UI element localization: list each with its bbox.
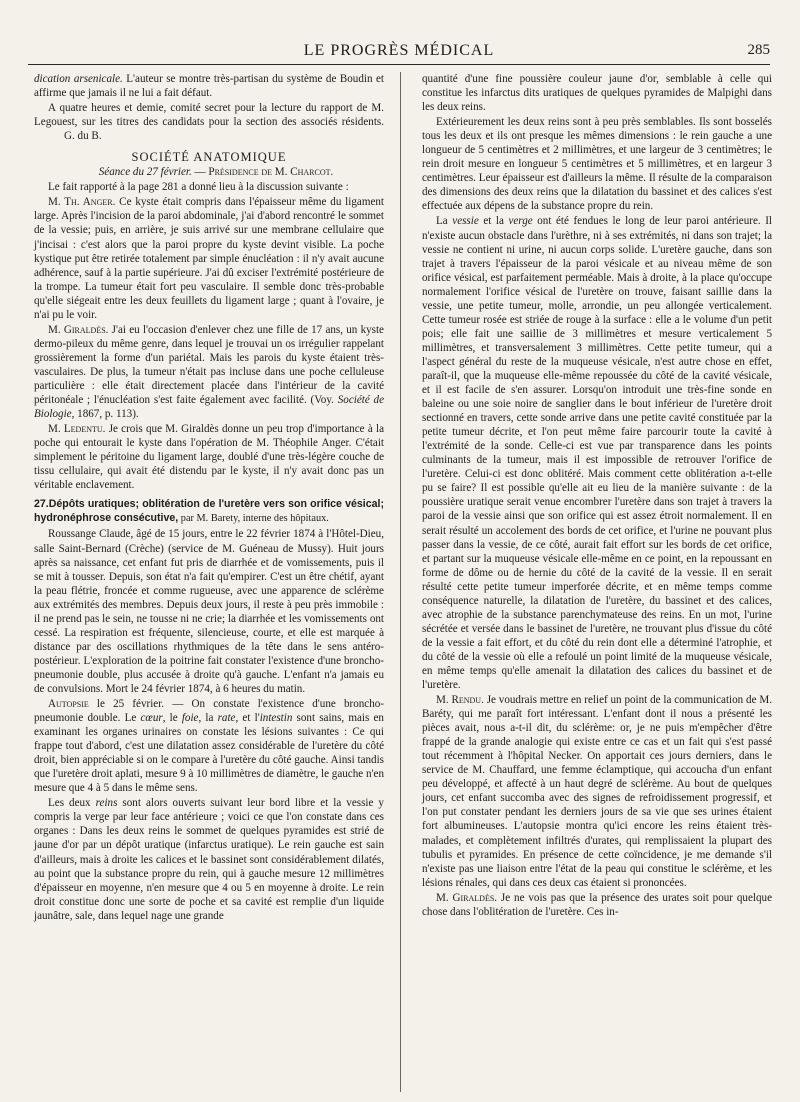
section-title: SOCIÉTÉ ANATOMIQUE <box>131 150 287 165</box>
paragraph-continuation: quantité d'une fine poussière couleur jaune d'or, semblable à celle qui constitue les infarctus dits uratiques de quelques pyramides de Malpighi dans les deux reins. <box>422 73 772 114</box>
paragraph-giraldes-2: M. Giraldès. Je ne vois pas que la présence des urates soit pour quelque chose dans l'oblitération de l'uretère. Ces in- <box>422 891 772 918</box>
article-number: 27. <box>34 498 49 511</box>
article-heading <box>34 497 384 526</box>
paragraph-arsenicale: dication arsenicale. L'auteur se montre très-partisan du système de Boudin et affirme que jamais il ne lui a fait défaut. <box>34 73 384 100</box>
italic-term: dication arsenicale. <box>34 73 123 85</box>
article-title: Dépôts uratiques; oblitération de l'uretère vers son orifice vésical; hydronéphrose consécutive, <box>34 498 384 525</box>
speaker-name: M. Ledentu. <box>48 423 106 436</box>
paragraph-giraldes: M. Giraldès. J'ai eu l'occasion d'enlever chez une fille de 17 ans, un kyste dermo-pileux du même genre, dans lequel je trouvai un os irrégulier rappelant grossièrement la forme d'un pariétal. Mais les parois du kyste étaient très-vasculaires. De plus, la tumeur n'était pas incluse dans une poche celluleuse particulière : elle était directement placée dans l'intérieur de la cavité péritonéale ; l'énucléation s'est faite également avec facilité. (Voy. Société de Biologie, 1867, p. 113). <box>34 323 384 421</box>
signature: G. du B. <box>64 130 102 143</box>
paragraph-reins: Les deux reins sont alors ouverts suivant leur bord libre et la vessie y compris la verge par leur face antérieure ; voici ce que l'on constate dans ces organes : Dans les deux reins le sommet de quelques pyramides est strié de jaune d'or par un dépôt uratique (infarctus uratique). Le rein gauche est sain d'ailleurs, mais à droite les calices et le bassinet sont considérablement dilatés, au point que la substance propre du rein, qui à gauche mesure 12 millimètres d'épaisseur en moyenne, n'en mesure que 4 ou 5 en moyenne à droite. Le rein droit constitue donc une sorte de poche et sa cavité est remplie d'un liquide jaunâtre, sale, dans lequel nage une grande <box>34 797 384 922</box>
speaker-name: M. Th. Anger. <box>48 196 116 209</box>
page-header <box>28 40 770 65</box>
speaker-name: M. Rendu. <box>436 694 484 707</box>
speaker-name: M. Giraldès. <box>48 323 109 336</box>
paragraph-vessie: La vessie et la verge ont été fendues le long de leur paroi antérieure. Il n'existe aucun obstacle dans l'urèthre, ni à ses extrémités, ni dans son trajet; la vessie ne contient ni urine, ni aucun corps solide. L'uretère gauche, dans son trajet à travers l'épaisseur de la paroi vésicale et au niveau même de son orifice vésical, est parfaitement perméable. Mais à droite, à la place qu'occupe normalement l'orifice vésical de l'uretère on trouve, faisant saillie dans la vessie, une petite tumeur, molle, arrondie, un peu allongée verticalement. Cette tumeur rosée est striée de rouge à la surface : elle a le volume d'un petit pois; elle fait une saillie de 3 millimètres et mesure verticalement 5 millimètres, et transversalement 3 millimètres. Cette petite tumeur, qui a l'aspect général du reste de la muqueuse vésicale, n'est autre chose en effet, paraît-il, que la muqueuse elle-même repoussée du côté de la cavité vésicale, et il est facile de s'en assurer. Lorsqu'on introduit une très-fine sonde en baleine ou une soie noire de sanglier dans le bout inférieur de l'uretère droit sectionné en travers, cette sonde arrive dans une petite cavité constituée par la petite tumeur décrite, et l'on peut même faire parcourir toute la cavité à l'extrémité de la sonde. Celle-ci est vue par transparence dans les points culminants de la tumeur, mais il est impossible de retrouver l'orifice de l'uretère. Celui-ci est donc oblitéré. Mais comment cette oblitération a-t-elle pu se faire? Il est possible qu'elle ait eu lieu de la manière suivante : de la poussière uratique serait venue encombrer l'uretère dans son trajet à travers la paroi de la vessie ainsi que son orifice qui est assez étroit normalement. Il en serait résulté un accolement des bords de cet orifice, et l'urine ne pouvant plus passer dans la vessie, de ce côté, aurait fait effort sur les bords de cet orifice, et partant sur la muqueuse vésicale elle-même en ce point, en la repoussant en forme de dôme ou de hernie du côté de la cavité de la vessie. Il en serait résulté cette petite tumeur imperforée décrite, et en même temps comme conséquence naturelle, la dilatation de l'uretère, du bassinet et des calices, avec atrophie de la substance parenchymateuse des reins. En un mot, l'urine sécrétée et versée dans le bassinet de l'uretère, ne trouvant plus d'issue du côté de la vessie a fait effort, et du côté du rein dont elle a déterminé l'atrophie, et du côté de la vessie où elle a refoulé un point limité de la muqueuse vésicale, en même temps qu'elle amenait la dilatation des calices du bassinet et de l'uretère. <box>422 215 772 692</box>
paragraph-anger: M. Th. Anger. Ce kyste était compris dans l'épaisseur même du ligament large. Après l'incision de la paroi abdominale, j'ai d'abord rencontré le sommet de la vessie; puis, en arrière, je suis arrivé sur une membrane cellulaire que j'incisai : c'est alors que la paroi propre du kyste devint visible. La poche kystique put être retirée totalement par simple énucléation : il n'y avait aucune adhérence, sauf à la partie supérieure. J'ai dû exciser l'extrémité postérieure de la trompe. La tumeur était fort peu vasculaire. Il semble donc très-probable qu'elle siégeait entre les deux feuillets du ligament large ; quant à l'ovaire, je n'ai pu le voir. <box>34 196 385 321</box>
right-column <box>422 72 772 920</box>
paragraph-autopsie: Autopsie le 25 février. — On constate l'existence d'une broncho-pneumonie double. Le cœur, le foie, la rate, et l'intestin sont sains, mais en examinant les organes urinaires on constate les lésions suivantes : Ce qui frappe tout d'abord, c'est une dilatation assez considérable de l'uretère du côté droit, bien appréciable si on le compare à l'uretère du côté gauche. Ainsi tandis que l'uretère droit aplati, mesure 9 à 10 millimètres de diamètre, le gauche n'en mesure que 4 à 5 dans le même sens. <box>34 698 384 795</box>
left-column <box>34 72 384 924</box>
column-divider <box>400 72 401 1092</box>
paragraph-ledentu: M. Ledentu. Je crois que M. Giraldès donne un peu trop d'importance à la poche qui entourait le kyste dans l'opération de M. Théophile Anger. C'était simplement le péritoine du ligament large, doublé d'une très-légère couche de tissu cellulaire, qui avait été distendu par le kyste, il n'y avait donc pas un véritable enclavement. <box>34 423 385 492</box>
page-number: 285 <box>747 42 770 58</box>
paragraph-intro: Le fait rapporté à la page 281 a donné lieu à la discussion suivante : <box>48 181 349 194</box>
speaker-name: M. Giraldès. <box>436 891 498 904</box>
paragraph-rendu: M. Rendu. Je voudrais mettre en relief un point de la communication de M. Baréty, qui me paraît fort intéressant. L'enfant dont il nous a présenté les pièces avait, nous a-t-il dit, du sclérème: or, je ne puis m'empêcher d'être frappé de la grande analogie qui existe entre ce cas et un fait qui s'est passé tout récemment à l'hôpital Necker. On apportait ces jours derniers, dans le service de M. Chauffard, une femme éclamptique, qui accoucha d'un enfant peu développé, et affecté à un haut degré de sclérème. Au bout de quelques jours, cet enfant succomba avec des signes de refroidissement progressif, et l'on put constater pendant les derniers jours de sa vie que ses urines étaient fort albumineuses. L'autopsie montra qu'ici encore les reins étaient très-malades, et complètement infiltrés d'urates, qui remplissaient la plupart des tubulis et pyramides. En présence de cette coïncidence, je me demande s'il n'existe pas une liaison entre l'état de la peau qui constitue le sclérème, et les lésions rénales, qui dans ces deux cas étaient si prononcées. <box>422 694 772 889</box>
article-author: par M. Barety, interne des hôpitaux. <box>178 513 329 525</box>
running-title: LE PROGRÈS MÉDICAL <box>303 42 495 59</box>
seance-line: Séance du 27 février. — Présidence de M. Charcot. <box>98 166 334 179</box>
paragraph-exterieur: Extérieurement les deux reins sont à peu près semblables. Ils sont bosselés tous les deux et ils ont presque les mêmes dimensions : le rein gauche a une longueur de 5 centimètres et 2 millimètres, et une largeur de 3 centimètres; le rein droit mesure en longueur 5 centimètres et 5 millimètres, et en largeur 3 centimètres. Leur épaisseur est d'ailleurs la même. Il résulte de la comparaison des dimensions des deux reins que la dilatation du bassinet et des calices s'est effectuée aux dépens de la substance propre du rein. <box>422 116 772 213</box>
paragraph-case: Roussange Claude, âgé de 15 jours, entre le 22 février 1874 à l'Hôtel-Dieu, salle Saint-Bernard (Crèche) (service de M. Guéneau de Mussy). Huit jours après sa naissance, cet enfant fut pris de diarrhée et de vomissements, puis il se mit à tousser. Depuis, son état n'a fait qu'empirer. C'est un être chétif, ayant la peau flétrie, froncée et comme rugueuse, avec une apparence de sclérème aux extrémités des membres. Depuis deux jours, il reste à peu près immobile : il ne prend pas le sein, ne tousse ni ne crie; la diarrhée et les vomissements ont cessé. La respiration est fréquente, silencieuse, courte, et elle est marquée à distance par des oscillations rhythmiques de la tête dans le sens antéro-postérieur. L'exploration de la poitrine fait constater l'existence d'une broncho-pneumonie double, plus accusée à droite qu'à gauche. L'enfant n'a jamais eu de convulsions. Mort le 24 février 1874, à 6 heures du matin. <box>34 528 384 695</box>
paragraph-comite-secret: A quatre heures et demie, comité secret pour la lecture du rapport de M. Legouest, sur les titres des candidats pour la section des associés résidents. G. du B. <box>34 102 384 143</box>
